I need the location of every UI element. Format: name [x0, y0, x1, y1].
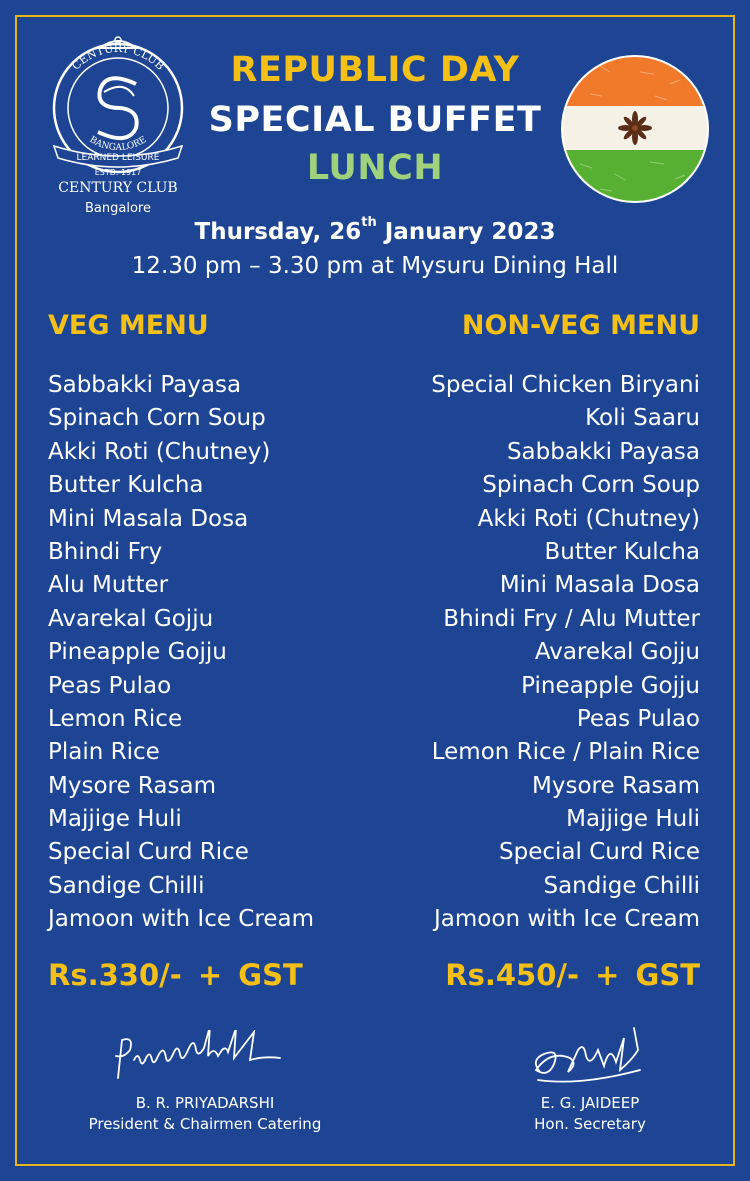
signature-block-president	[70, 1030, 340, 1133]
signature-block-secretary	[480, 1020, 700, 1133]
nonveg-menu-item: Special Chicken Biryani	[431, 372, 700, 398]
nonveg-menu-item: Bhindi Fry / Alu Mutter	[443, 605, 700, 632]
nonveg-menu-item: Butter Kulcha	[544, 538, 700, 565]
svg-text:BANGALORE: BANGALORE	[87, 134, 149, 154]
nonveg-menu-list	[431, 369, 700, 937]
veg-menu-item: Jamoon with Ice Cream	[48, 906, 314, 933]
nonveg-menu-item: Avarekal Gojju	[534, 639, 700, 666]
nonveg-menu-item: Lemon Rice / Plain Rice	[431, 739, 700, 766]
veg-menu-item: Majjige Huli	[48, 806, 182, 833]
nonveg-menu-item: Mini Masala Dosa	[499, 572, 700, 599]
veg-menu-item: Special Curd Rice	[48, 839, 249, 866]
veg-menu-item: Spinach Corn Soup	[48, 405, 266, 432]
club-name: CENTURY CLUB	[58, 180, 178, 196]
signatory-title: Hon. Secretary	[534, 1115, 646, 1133]
nonveg-menu-item: Jamoon with Ice Cream	[434, 906, 700, 933]
signatory-title: President & Chairmen Catering	[88, 1115, 322, 1133]
handwritten-signature-icon	[100, 1030, 310, 1090]
svg-text:LEARNED LEISURE: LEARNED LEISURE	[76, 153, 160, 163]
club-city: Bangalore	[85, 201, 151, 216]
nonveg-price: Rs.450/- + GST	[445, 958, 700, 992]
veg-menu-item: Peas Pulao	[48, 672, 172, 699]
title-special-buffet: SPECIAL BUFFET	[208, 100, 542, 140]
signatory-name: B. R. PRIYADARSHI	[135, 1094, 275, 1112]
nonveg-menu-item: Koli Saaru	[585, 405, 700, 432]
signatory-name: E. G. JAIDEEP	[540, 1094, 640, 1112]
veg-price: Rs.330/- + GST	[48, 958, 303, 992]
veg-menu-list	[48, 369, 314, 937]
veg-menu-item: Avarekal Gojju	[48, 605, 214, 632]
veg-menu-item: Sandige Chilli	[48, 872, 205, 899]
veg-menu-item: Lemon Rice	[48, 705, 183, 732]
nonveg-menu-item: Sandige Chilli	[543, 872, 700, 899]
title-republic-day: REPUBLIC DAY	[230, 50, 520, 90]
svg-text:ESTD. 1917: ESTD. 1917	[94, 168, 142, 177]
tricolor-rice-plate-image	[560, 54, 710, 204]
veg-menu-item: Bhindi Fry	[48, 538, 163, 565]
veg-menu-item: Sabbakki Payasa	[48, 372, 242, 398]
club-logo	[40, 34, 196, 224]
nonveg-menu-item: Peas Pulao	[576, 705, 700, 732]
handwritten-signature-icon	[520, 1020, 660, 1090]
nonveg-menu-item: Pineapple Gojju	[521, 672, 700, 699]
title-lunch: LUNCH	[306, 148, 444, 188]
veg-menu-item: Plain Rice	[48, 739, 160, 766]
nonveg-menu-item: Mysore Rasam	[532, 772, 700, 799]
club-crest-icon	[40, 34, 196, 179]
veg-menu-item: Pineapple Gojju	[48, 639, 227, 666]
nonveg-menu-item: Special Curd Rice	[499, 839, 700, 866]
svg-text:CENTURY CLUB: CENTURY CLUB	[69, 41, 167, 73]
veg-menu-item: Alu Mutter	[48, 572, 169, 599]
veg-menu-item: Mini Masala Dosa	[48, 505, 249, 532]
veg-menu-item: Butter Kulcha	[48, 472, 204, 499]
nonveg-menu-item: Akki Roti (Chutney)	[477, 505, 700, 532]
veg-menu-item: Akki Roti (Chutney)	[48, 438, 271, 465]
event-time-venue: 12.30 pm – 3.30 pm at Mysuru Dining Hall	[131, 253, 619, 279]
nonveg-menu-item: Sabbakki Payasa	[506, 438, 700, 465]
nonveg-menu-item: Spinach Corn Soup	[482, 472, 700, 499]
veg-menu-heading: VEG MENU	[48, 310, 209, 341]
veg-menu-item: Mysore Rasam	[48, 772, 216, 799]
nonveg-menu-item: Majjige Huli	[566, 806, 700, 833]
nonveg-menu-heading: NON-VEG MENU	[461, 310, 700, 341]
event-date: Thursday, 26th January 2023	[194, 215, 556, 245]
